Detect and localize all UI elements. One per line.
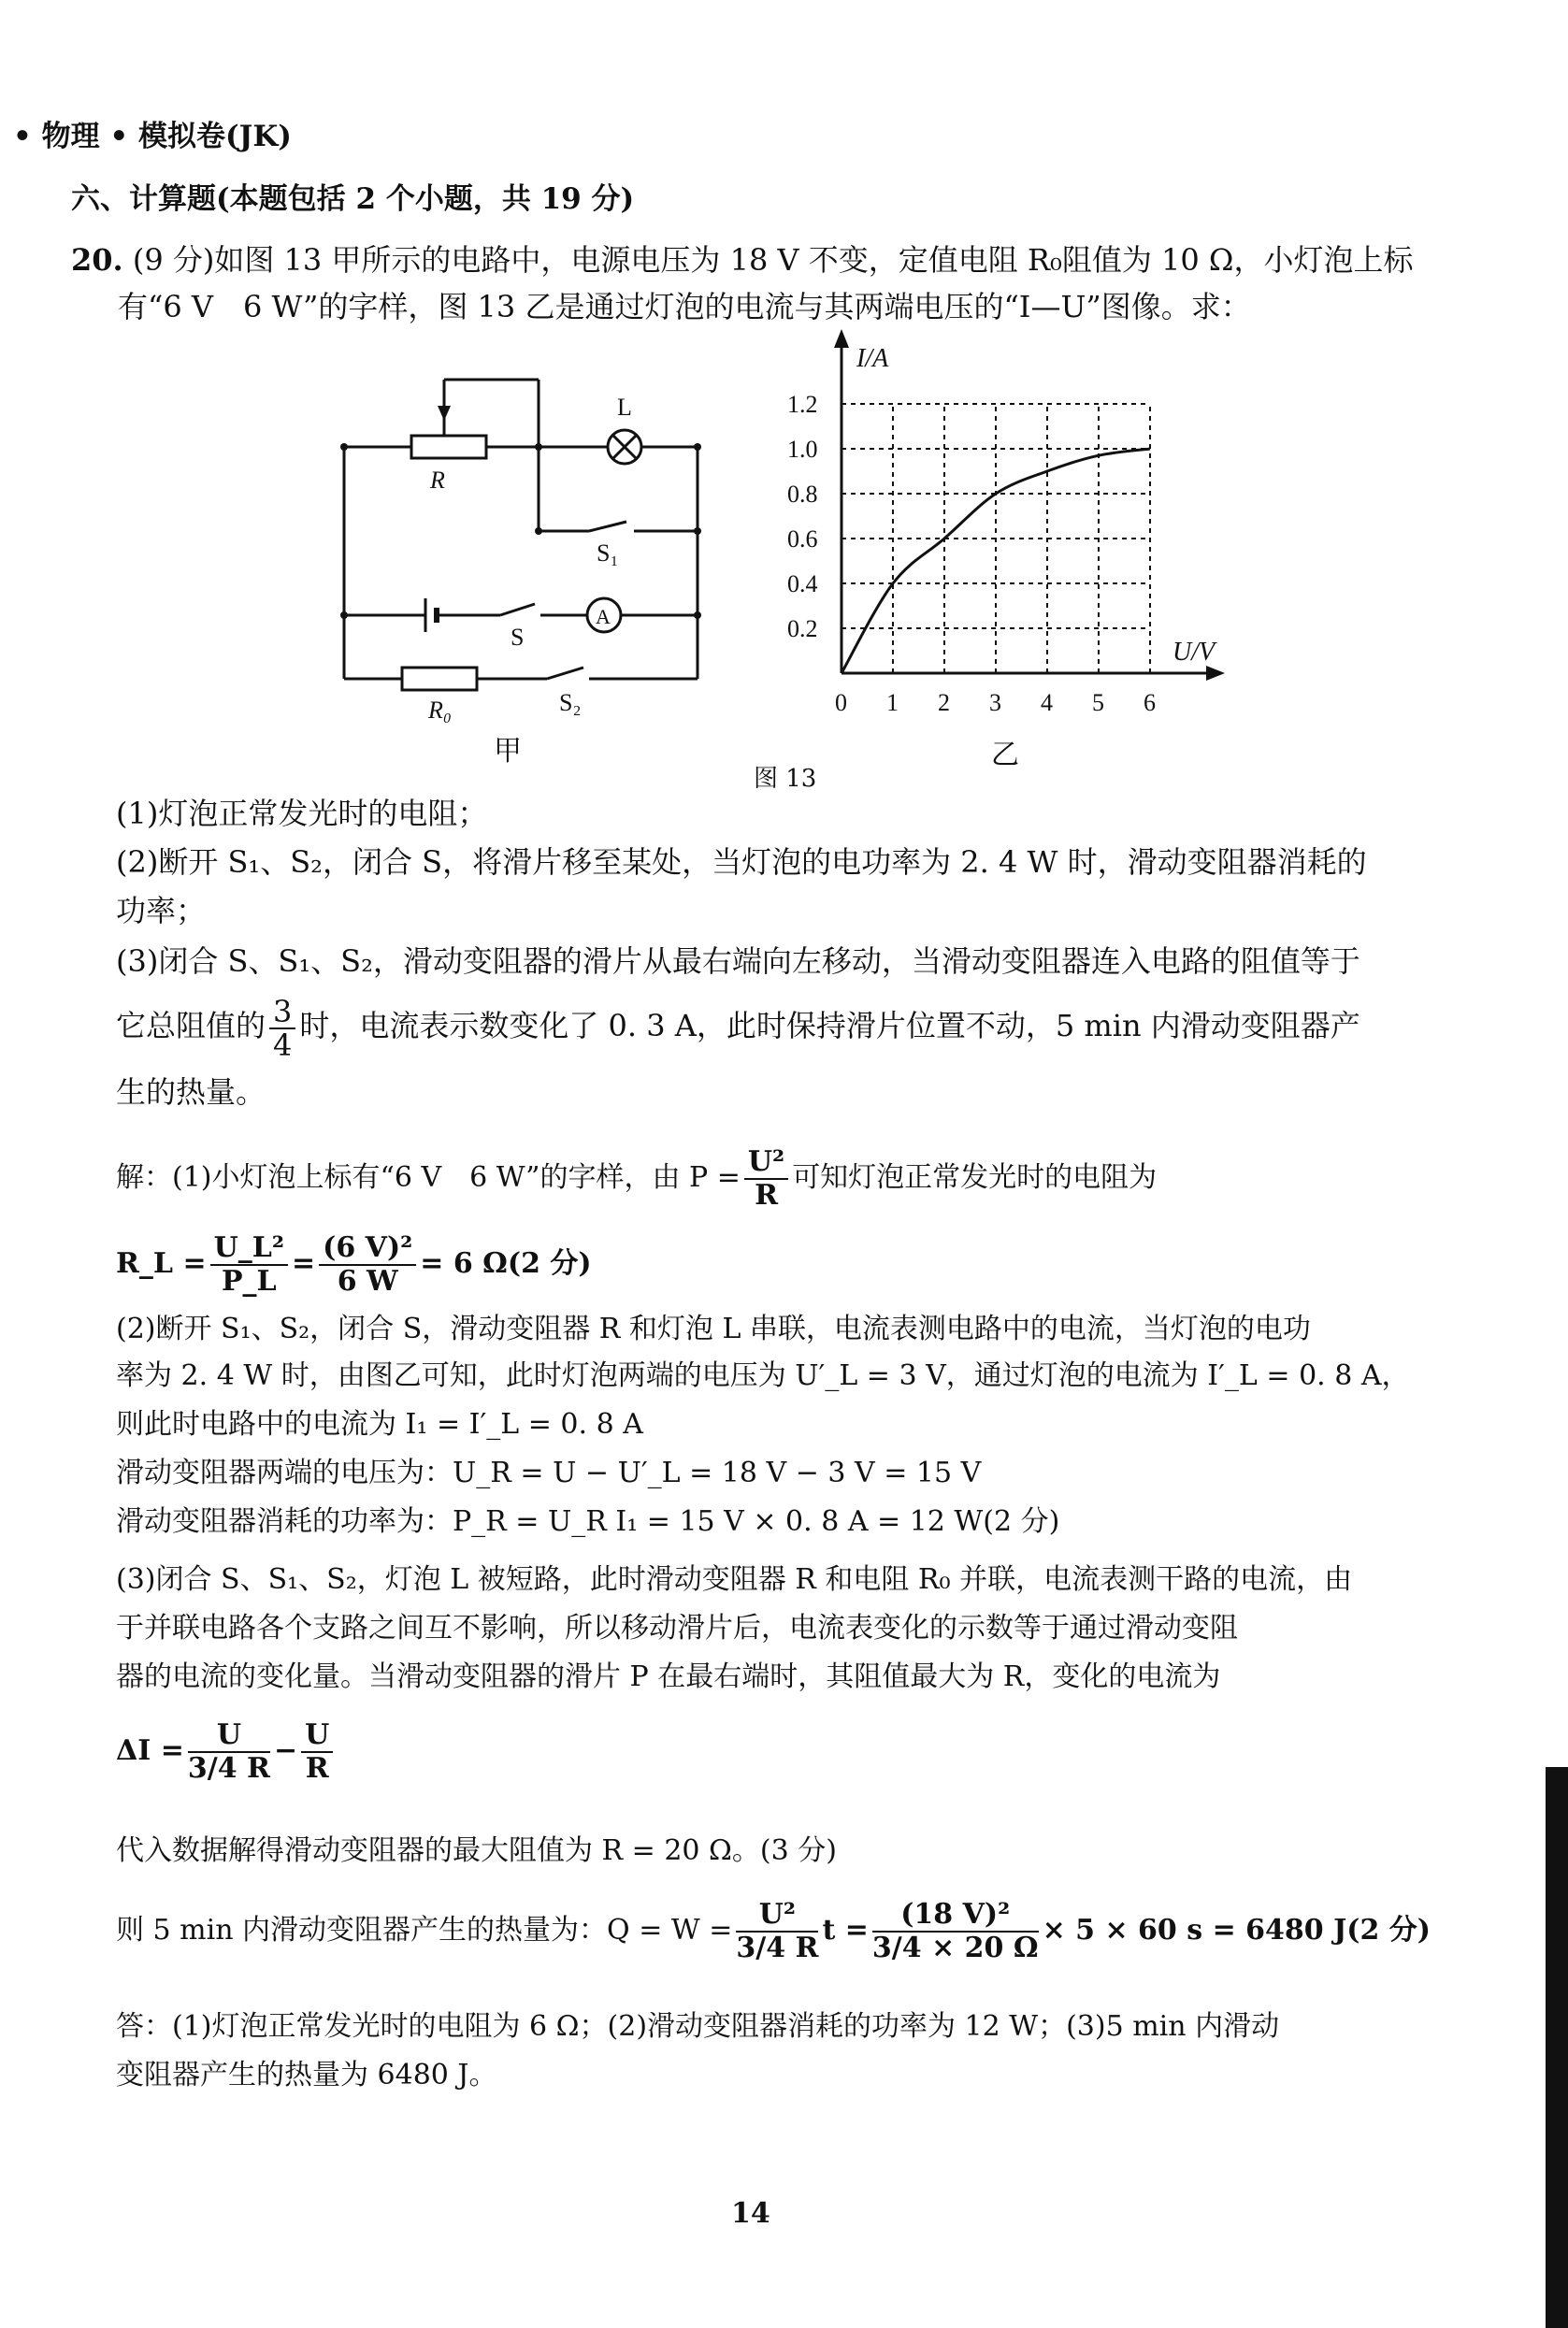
- s2-post: = 6 Ω(2 分): [420, 1247, 592, 1280]
- x-axis-arrow: [1206, 666, 1225, 681]
- solution-heat: [116, 1889, 1431, 1973]
- fraction-denominator: 6 W: [337, 1265, 398, 1298]
- d-pre: ΔI =: [116, 1734, 184, 1767]
- fraction-u2-34r: [736, 1899, 818, 1964]
- fraction-u-r: [301, 1719, 333, 1785]
- x-tick-label: 3: [989, 689, 1001, 716]
- y-axis-arrow: [834, 329, 849, 348]
- subquestion-3a: (3)闭合 S、S₁、S₂，滑动变阻器的滑片从最右端向左移动，当滑动变阻器连入电路的阻值等于: [116, 943, 1360, 979]
- fraction-numerator: U²: [744, 1146, 788, 1180]
- y-axis-label: I/A: [856, 344, 889, 373]
- label-s1: S₁: [597, 539, 619, 567]
- y-tick-label: 0.6: [787, 525, 818, 553]
- subquestion-2a: (2)断开 S₁、S₂，闭合 S，将滑片移至某处，当灯泡的电功率为 2. 4 W 时，滑动变阻器消耗的: [116, 844, 1367, 880]
- s1-pre: 解：(1)小灯泡上标有“6 V 6 W”的字样，由 P =: [116, 1161, 741, 1194]
- answer-line-1: 答：(1)灯泡正常发光时的电阻为 6 Ω；(2)滑动变阻器消耗的功率为 12 W；(3)5 min 内滑动: [116, 2010, 1280, 2043]
- subquestion-3b-pre: 它总阻值的: [116, 1008, 266, 1043]
- x-tick-label: 0: [835, 689, 847, 716]
- q-pre: 则 5 min 内滑动变阻器产生的热量为：Q = W =: [116, 1914, 733, 1947]
- solution-p2-line-5: 滑动变阻器消耗的功率为：P_R = U_R I₁ = 15 V × 0. 8 A = 12 W(2 分): [116, 1505, 1060, 1538]
- page-header: • 物理 • 模拟卷(JK): [13, 120, 292, 153]
- label-a: A: [596, 605, 611, 628]
- solution-p2-line-2: 率为 2. 4 W 时，由图乙可知，此时灯泡两端的电压为 U′_L = 3 V，通过灯泡的电流为 I′_L = 0. 8 A，: [116, 1359, 1410, 1392]
- solution-p2-line-4: 滑动变阻器两端的电压为：U_R = U − U′_L = 18 V − 3 V = 15 V: [116, 1457, 982, 1489]
- solution-step-2: [116, 1227, 592, 1301]
- section-title: 六、计算题(本题包括 2 个小题，共 19 分): [71, 182, 635, 216]
- question-number: 20.: [71, 242, 123, 278]
- fraction-numerator: U: [301, 1719, 333, 1753]
- y-tick-label: 1.2: [787, 391, 818, 418]
- label-s2: S₂: [559, 689, 582, 716]
- fraction-numerator: (18 V)²: [872, 1899, 1039, 1933]
- solution-delta-i: [116, 1709, 337, 1793]
- label-r: R: [430, 467, 445, 494]
- label-l: L: [617, 394, 632, 421]
- s1-post: 可知灯泡正常发光时的电阻为: [792, 1161, 1158, 1194]
- subquestion-3b: [116, 993, 1360, 1061]
- s2-pre: R_L =: [116, 1247, 207, 1280]
- rheostat-r: [411, 436, 486, 458]
- fraction-numerator: (6 V)²: [319, 1232, 416, 1266]
- fraction-denominator: R: [305, 1752, 329, 1785]
- subquestion-3c: 生的热量。: [116, 1074, 266, 1110]
- binding-edge: [1546, 1767, 1568, 2328]
- label-r0: R₀: [428, 697, 452, 724]
- y-tick-label: 0.8: [787, 481, 818, 508]
- d-minus: −: [273, 1734, 298, 1767]
- s2-mid: =: [292, 1247, 316, 1280]
- answer-line-2: 变阻器产生的热量为 6480 J。: [116, 2059, 497, 2091]
- question-text-1: (9 分)如图 13 甲所示的电路中，电源电压为 18 V 不变，定值电阻 R₀阻值为 10 Ω，小灯泡上标: [132, 242, 1414, 278]
- question-line-2: 有“6 V 6 W”的字样，图 13 乙是通过灯泡的电流与其两端电压的“I—U”图像。求：: [118, 289, 1251, 324]
- resistor-r0: [402, 668, 477, 690]
- fraction-denominator: 4: [273, 1027, 293, 1063]
- subquestion-3b-post: 时，电流表示数变化了 0. 3 A，此时保持滑片位置不动，5 min 内滑动变阻器产: [299, 1008, 1360, 1043]
- solution-step-1: [116, 1141, 1157, 1215]
- figure-caption: 图 13: [754, 765, 817, 793]
- solution-p2-line-3: 则此时电路中的电流为 I₁ = I′_L = 0. 8 A: [116, 1408, 643, 1441]
- fraction-denominator: R: [755, 1179, 778, 1212]
- y-tick-label: 0.4: [787, 570, 818, 597]
- subquestion-2b: 功率；: [116, 893, 207, 928]
- q-post: × 5 × 60 s = 6480 J(2 分): [1042, 1914, 1431, 1947]
- fraction-3-4: [269, 993, 295, 1063]
- question-line-1: [71, 241, 1413, 279]
- fraction-numerator: U: [188, 1719, 270, 1753]
- fraction-ul-pl: [210, 1232, 288, 1298]
- figure-right-label: 乙: [991, 739, 1019, 771]
- fraction-numerator: U_L²: [210, 1232, 288, 1266]
- solution-p2-line-1: (2)断开 S₁、S₂，闭合 S，滑动变阻器 R 和灯泡 L 串联，电流表测电路中的电流，当灯泡的电功: [116, 1313, 1311, 1345]
- solution-p3-line-3: 器的电流的变化量。当滑动变阻器的滑片 P 在最右端时，其阻值最大为 R，变化的电流为: [116, 1660, 1221, 1693]
- solution-p3-line-4: 代入数据解得滑动变阻器的最大阻值为 R = 20 Ω。(3 分): [116, 1834, 837, 1867]
- fraction-denominator: 3/4 R: [187, 1752, 270, 1785]
- fraction-numerator: U²: [736, 1899, 818, 1933]
- fraction-p: [744, 1146, 788, 1212]
- figure-left-label: 甲: [494, 735, 522, 768]
- fraction-6v-6w: [319, 1232, 416, 1298]
- solution-p3-line-2: 于并联电路各个支路之间互不影响，所以移动滑片后，电流表变化的示数等于通过滑动变阻: [116, 1612, 1238, 1645]
- x-tick-label: 1: [886, 689, 899, 716]
- page-number: 14: [731, 2197, 770, 2230]
- x-tick-label: 2: [938, 689, 950, 716]
- label-s: S: [511, 624, 525, 651]
- x-tick-label: 4: [1041, 689, 1053, 716]
- fraction-numerator: 3: [269, 996, 295, 1029]
- iu-chart: [767, 327, 1253, 720]
- fraction-u-34r: [188, 1719, 270, 1785]
- x-axis-label: U/V: [1172, 638, 1216, 667]
- q-mid: t =: [822, 1914, 869, 1947]
- y-tick-label: 1.0: [787, 436, 818, 463]
- x-tick-label: 5: [1092, 689, 1104, 716]
- fraction-denominator: P_L: [221, 1265, 277, 1298]
- fraction-denominator: 3/4 R: [736, 1932, 819, 1964]
- fraction-18v2: [872, 1899, 1039, 1964]
- y-tick-label: 0.2: [787, 615, 818, 642]
- subquestion-1: (1)灯泡正常发光时的电阻；: [116, 796, 488, 831]
- solution-p3-line-1: (3)闭合 S、S₁、S₂，灯泡 L 被短路，此时滑动变阻器 R 和电阻 R₀ 并联，电流表测干路的电流，由: [116, 1563, 1353, 1596]
- fraction-denominator: 3/4 × 20 Ω: [871, 1932, 1039, 1964]
- circuit-diagram: [337, 363, 711, 737]
- x-tick-label: 6: [1144, 689, 1156, 716]
